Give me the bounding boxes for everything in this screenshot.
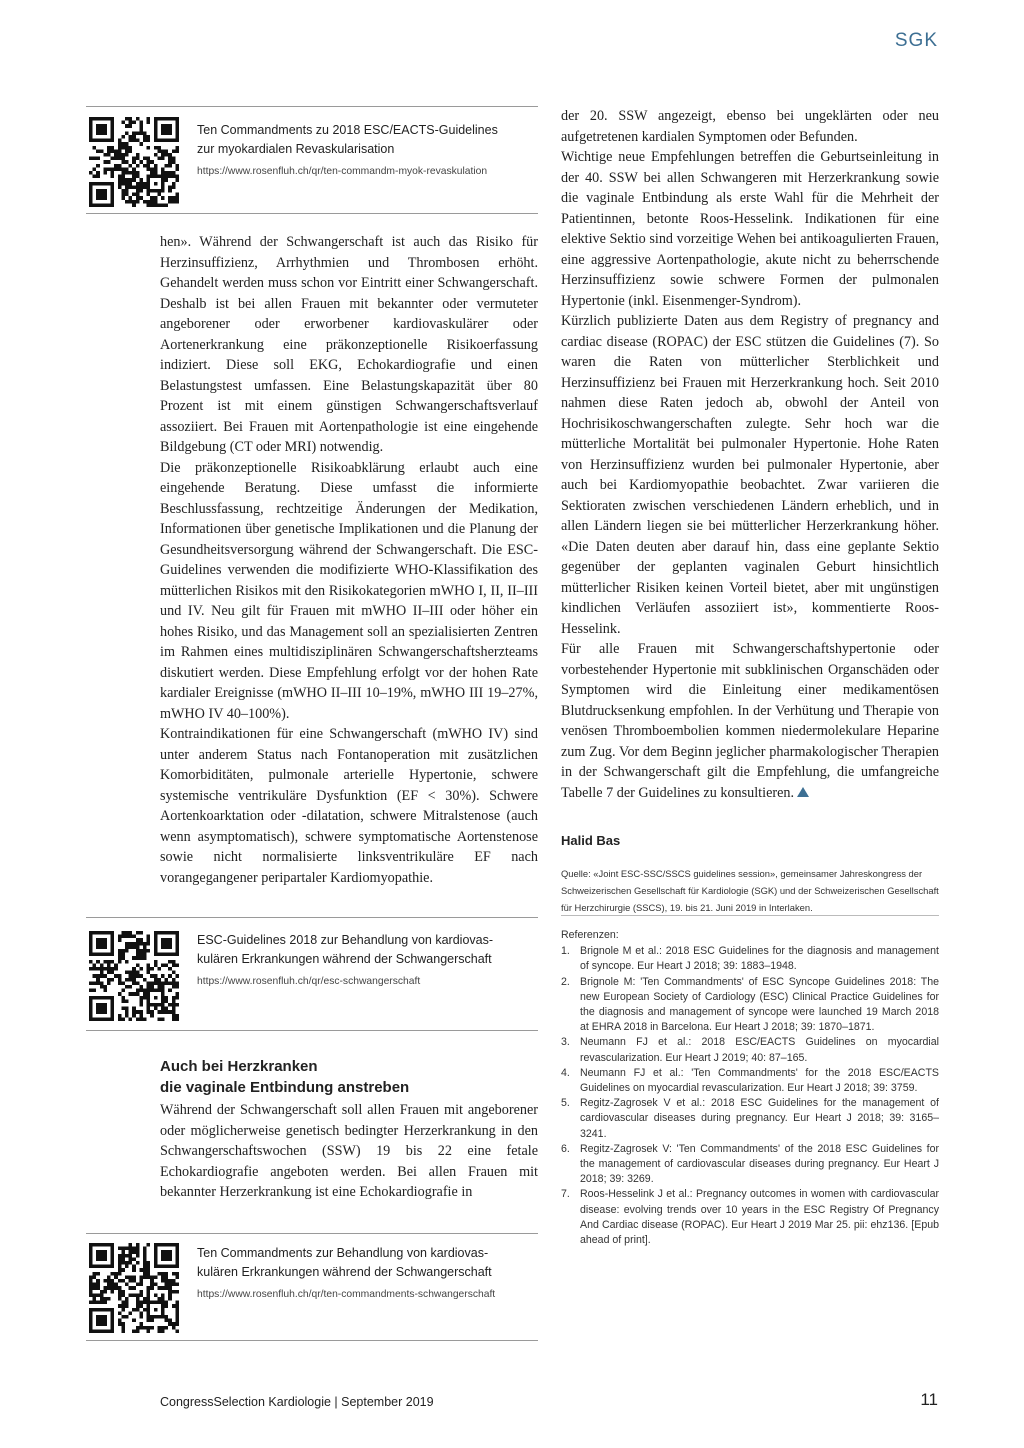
reference-number: 5. xyxy=(561,1097,570,1110)
author-name: Halid Bas xyxy=(561,833,621,848)
references-title: Referenzen: xyxy=(561,929,619,941)
qr-title-line1: ESC-Guidelines 2018 zur Behandlung von kardiovas- xyxy=(197,933,494,947)
right-column-body xyxy=(561,106,939,803)
reference-item xyxy=(561,1066,939,1096)
reference-item xyxy=(561,1096,939,1142)
qr-title-line2: zur myokardialen Revaskularisation xyxy=(197,142,395,156)
qr-box-ten-commandments-schwangerschaft xyxy=(86,1233,538,1341)
paragraph: Wichtige neue Empfehlungen betreffen die Geburtseinleitung in der 40. SSW bei allen Schwangeren mit Herzerkrankung sowie die vaginale Entbindung als erste Wahl für die Mehrheit der Patientinnen, betonte Roos-Hesselink. Indikationen für eine elektive Sektio sind vorzeitige Wehen bei antikoagulierten Frauen, eine aggressive Aortenpathologie, akute nicht zu beherrschende Herzinsuffizienz sowie schwere Formen der pulmonalen Hypertonie (inkl. Eisenmenger-Syndrom). xyxy=(561,149,939,309)
divider xyxy=(561,915,939,916)
header-section-tag: SGK xyxy=(894,30,938,51)
paragraph: Während der Schwangerschaft soll allen Frauen mit angeborener oder möglicherweise genetisch bedingter Herzerkrankung in den Schwangerschaftswochen (SSW) 19 bis 22 eine fetale Echokardiografie angeboten werden. Bei allen Frauen mit bekannter Herzerkrankung ist eine Echokardiografie in xyxy=(160,1102,538,1200)
reference-number: 6. xyxy=(561,1142,570,1155)
reference-text: Regitz-Zagrosek V: 'Ten Commandments' of the 2018 ESC Guidelines for the management of cardiovascular diseases during pregnancy. Eur Heart J 2018; 39: 3269. xyxy=(580,1142,939,1186)
reference-text: Neumann FJ et al.: 'Ten Commandments' for the 2018 ESC/EACTS Guidelines on myocardial revascularization. Eur Heart J 2018; 39: 3759. xyxy=(580,1066,939,1095)
paragraph: Die präkonzeptionelle Risikoabklärung erlaubt auch eine eingehende Beratung. Diese umfasst die informierte Beschlussfassung, rechtzeitige Änderungen der Medikation, Informationen über genetische Implikationen und die Planung der Gesundheitsversorgung während der Schwangerschaft. Die ESC-Guidelines verwenden die modifizierte WHO-Klassifikation des mütterlichen Risikos mit den Risikokategorien mWHO I, II, II–III und IV. Neu gilt für Frauen mit mWHO II–III oder höher ein hohes Risiko, und das Management soll an spezialisierten Zentren im Rahmen eines multidisziplinären Schwangerschaftsherzteams diskutiert werden. Diese Empfehlung erfolgt vor der hohen Rate kardialer Ereignisse (mWHO II–III 10–19%, mWHO III 19–27%, mWHO IV 40–100%). xyxy=(160,459,538,722)
reference-item xyxy=(561,1142,939,1188)
paragraph: hen». Während der Schwangerschaft ist auch das Risiko für Herzinsuffizienz, Arrhythmien und Thrombosen erhöht. Gehandelt werden muss schon vor Eintritt einer Schwangerschaft. Deshalb ist bei allen Frauen mit bekannter oder vermuteter angeborener oder erworbener kardiovaskulärer oder Aortenerkrankung eine präkonzeptionelle Risikoerfassung indiziert. Diese soll EKG, Echokardiografie und einen Belastungstest umfassen. Eine Belastungskapazität über 80 Prozent ist mit einem günstigen Schwangerschaftsverlauf assoziiert. Bei Frauen mit Aortenpathologie ist eine eingehende Bildgebung (CT oder MRI) notwendig. xyxy=(160,234,538,455)
qr-link-url[interactable]: https://www.rosenfluh.ch/qr/ten-commandm-myok-revaskulation xyxy=(197,166,488,177)
reference-text: Brignole M et al.: 2018 ESC Guidelines for the diagnosis and management of syncope. Eur Heart J 2018; 39: 1883–1948. xyxy=(580,945,939,973)
paragraph: Für alle Frauen mit Schwangerschaftshypertonie oder vorbestehender Hypertonie mit subklinischen Organschäden oder Symptomen wird die Einleitung einer medikamentösen Blutdrucksenkung empfohlen. In der Verhütung und Therapie von venösen Thromboembolien kommen niedermolekulare Heparine zum Zug. Vor dem Beginn jeglicher pharmakologischer Therapien in der Schwangerschaft gilt die Empfehlung, die umfangreiche Tabelle 7 der Guidelines zu konsultieren. xyxy=(561,641,939,801)
reference-number: 4. xyxy=(561,1066,570,1079)
reference-text: Roos-Hesselink J et al.: Pregnancy outcomes in women with cardiovascular disease: evolving trends over 10 years in the ESC Registry Of Pregnancy And Cardiac disease (ROPAC). Eur Heart J 2019 Mar 25. pii: ehz136. [Epub ahead of print]. xyxy=(580,1188,939,1247)
paragraph-final xyxy=(561,639,939,803)
qr-title-line2: kulären Erkrankungen während der Schwangerschaft xyxy=(197,1265,492,1279)
qr-code-icon[interactable] xyxy=(89,117,179,207)
qr-title-line1: Ten Commandments zu 2018 ESC/EACTS-Guidelines xyxy=(197,123,498,137)
qr-code-graphic xyxy=(89,117,179,207)
reference-text: Regitz-Zagrosek V et al.: 2018 ESC Guidelines for the management of cardiovascular diseases during pregnancy. Eur Heart J 2018; 39: 3165–3241. xyxy=(580,1097,939,1140)
qr-code-graphic xyxy=(89,1243,179,1333)
left-column-body xyxy=(160,232,538,888)
paragraph: der 20. SSW angezeigt, ebenso bei ungeklärten oder neu aufgetretenen kardialen Symptomen oder Befunden. xyxy=(561,108,939,145)
reference-item xyxy=(561,975,939,1036)
qr-title-line2: kulären Erkrankungen während der Schwangerschaft xyxy=(197,952,492,966)
qr-link-url[interactable]: https://www.rosenfluh.ch/qr/esc-schwangerschaft xyxy=(197,976,421,987)
reference-number: 3. xyxy=(561,1036,570,1049)
paragraph: Kürzlich publizierte Daten aus dem Registry of pregnancy and cardiac disease (ROPAC) der ESC stützen die Guidelines (7). So waren die Raten von mütterlicher Sterblichkeit und Herzinsuffizienz bei Frauen mit Herzerkrankung hoch. Seit 2010 nahmen diese Raten jedoch ab, obwohl der Anteil von Hochrisikoschwangerschaften zulegte. Sehr hoch war die mütterliche Mortalität bei pulmonaler Hypertonie. Hohe Raten von Herzinsuffizienz wurden bei pulmonaler Hypertonie, aber auch bei Kardiomyopathie beobachtet. Zwar variieren die Sektioraten zwischen verschiedenen Ländern erheblich, und in allen Ländern liegen sie bei mütterlicher Herzerkrankung höher. «Die Daten deuten aber darauf hin, dass eine geplante Sektio gegenüber der geplanten vaginalen Geburt hinsichtlich mütterlicher Risiken keinen Vorteil bietet, aber mit ungünstigen kindlichen Verläufen assoziiert ist», kommentierte Roos-Hesselink. xyxy=(561,313,939,637)
source-note: Quelle: «Joint ESC-SSC/SSCS guidelines session», gemeinsamer Jahreskongress der Schweizerischen Gesellschaft für Kardiologie (SGK) und der Schweizerischen Gesellschaft für Herzchirurgie (SSCS), 19. bis 21. Juni 2019 in Interlaken. xyxy=(561,868,939,913)
page-number: 11 xyxy=(920,1390,938,1409)
references xyxy=(561,928,939,1248)
reference-number: 2. xyxy=(561,975,570,988)
paragraph: Kontraindikationen für eine Schwangerschaft (mWHO IV) sind unter anderem Status nach Fontanoperation mit zusätzlichen Komorbiditäten, pulmonale arterielle Hypertonie, schwere systemische ventrikuläre Dysfunktion (EF < 30%). Schwere Aortenkoarktation oder -dilatation, schwere Mitralstenose (auch wenn asymptomatisch), schwere symptomatische Aortenstenose sowie nicht normalisierte linksventrikuläre EF nach vorangegangener peripartaler Kardiomyopathie. xyxy=(160,726,538,886)
qr-box-revaskularisation xyxy=(86,106,538,214)
reference-number: 7. xyxy=(561,1188,570,1201)
section-heading xyxy=(160,1056,538,1098)
triangle-end-icon xyxy=(797,787,809,797)
qr-box-esc-schwangerschaft xyxy=(86,917,538,1031)
qr-code-icon[interactable] xyxy=(89,931,179,1021)
footer-publication: CongressSelection Kardiologie | September 2019 xyxy=(160,1395,434,1409)
section-heading-line2: die vaginale Entbindung anstreben xyxy=(160,1079,410,1096)
qr-code-icon[interactable] xyxy=(89,1243,179,1333)
reference-item xyxy=(561,1187,939,1248)
reference-number: 1. xyxy=(561,945,570,958)
left-column-body-2 xyxy=(160,1100,538,1203)
reference-item xyxy=(561,944,939,974)
section-heading-line1: Auch bei Herzkranken xyxy=(160,1058,318,1075)
reference-text: Neumann FJ et al.: 2018 ESC/EACTS Guidelines on myocardial revascularization. Eur Heart J 2019; 40: 87–165. xyxy=(580,1036,939,1064)
qr-code-graphic xyxy=(89,931,179,1021)
qr-link-url[interactable]: https://www.rosenfluh.ch/qr/ten-commandments-schwangerschaft xyxy=(197,1289,496,1300)
reference-item xyxy=(561,1035,939,1065)
qr-title-line1: Ten Commandments zur Behandlung von kardiovas- xyxy=(197,1246,489,1260)
reference-text: Brignole M: 'Ten Commandments' of ESC Syncope Guidelines 2018: The new European Society of Cardiology (ESC) Clinical Practice Guidelines for the diagnosis and management of syncope were launched 19 March 2018 at EHRA 2018 in Barcelona. Eur Heart J 2018; 39: 1870–1871. xyxy=(580,975,939,1034)
